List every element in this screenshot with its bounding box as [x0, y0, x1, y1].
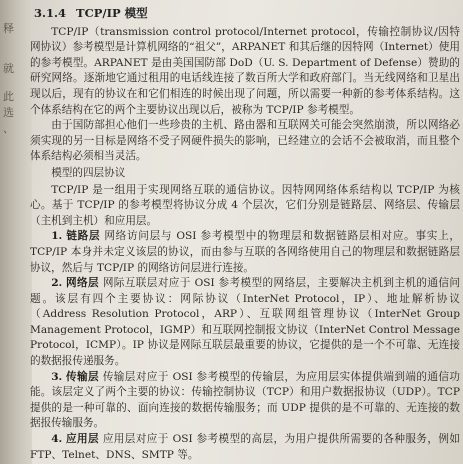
layer-text: 传输层对应于 OSI 参考模型的传输层，为应用层实体提供端到端的通信功能。该层定义了两个主要的协议：传输控制协议（TCP）和用户数据报协议（UDP）。TCP 提供的是一种可靠的、面向连接的数据传输服务；而 UDP 提供的是不可靠的、无连接的数据报传输服务。 — [30, 370, 461, 430]
paragraph: 由于国防部担心他们一些珍贵的主机、路由器和互联网关可能会突然崩溃，所以网络必须实现的另一目标是网络不受子网硬件损失的影响，已经建立的会话不会被取消，而且整个体系结构必须相当灵活。 — [30, 119, 460, 163]
gutter-char: 、 — [3, 122, 14, 135]
layer-item-link — [30, 229, 460, 276]
gutter-char: 选 — [3, 106, 14, 119]
layer-number: 3. — [51, 370, 63, 383]
section-title: TCP/IP 模型 — [76, 6, 148, 20]
gutter-char: 就 — [3, 62, 14, 75]
layer-number: 1. — [51, 230, 63, 243]
left-page-gutter — [0, 0, 32, 464]
layer-item-application — [30, 432, 460, 463]
intro-paragraph: TCP/IP 是一组用于实现网络互联的通信协议。因特网网络体系结构以 TCP/IP 为核心。基于 TCP/IP 的参考模型将协议分成 4 个层次，它们分别是链路层、网络层、传输层（主机到主机）和应用层。 — [30, 183, 460, 227]
layer-text: 网络访问层与 OSI 参考模型中的物理层和数据链路层相对应。事实上，TCP/IP 本身并未定义该层的协议，而由参与互联的各网络使用自己的物理层和数据链路层协议，然后与 TCP/IP 的网络访问层进行连接。 — [30, 230, 461, 274]
subheading: 模型的四层协议 — [51, 166, 126, 179]
layer-name: 网络层 — [66, 277, 100, 290]
gutter-char: 释 — [3, 22, 14, 35]
layer-item-network — [30, 276, 460, 370]
layer-number: 2. — [51, 277, 63, 290]
section-number: 3.1.4 — [34, 6, 67, 20]
gutter-char: 此 — [3, 90, 14, 103]
paragraph: TCP/IP（transmission control protocol/Internet protocol，传输控制协议/因特网协议）参考模型是计算机网络的“祖父”，ARPANET 和其后继的因特网（Internet）使用的参考模型。ARPANET 是由美国国防部 DoD（U. S. Department of Defense）赞助的研究网络。逐渐地它通过租用的电话线连接了数百所大学和政府部门。当无线网络和卫星出现以后，现有的协议在和它们相连的时候出现了问题，所以需要一种新的参考体系结构。这个体系结构在它的两个主要协议出现以后，被称为 TCP/IP 参考模型。 — [30, 25, 460, 116]
layer-name: 链路层 — [66, 230, 101, 243]
layer-name: 传输层 — [66, 370, 100, 383]
layer-item-transport — [30, 370, 460, 432]
layer-text: 应用层对应于 OSI 参考模型的高层，为用户提供所需要的各种服务，例如 FTP、Telnet、DNS、SMTP 等。 — [30, 433, 461, 461]
layer-number: 4. — [51, 433, 63, 446]
layer-name: 应用层 — [66, 433, 100, 446]
text-content — [30, 4, 460, 463]
section-heading — [34, 6, 460, 22]
layer-text: 网际互联层对应于 OSI 参考模型的网络层，主要解决主机到主机的通信问题。该层有四个主要协议：网际协议（InterNet Protocol，IP）、地址解析协议（Address Resolution Protocol，ARP）、互联网组管理协议（InterNet Group Management Protocol，IGMP）和互联网控制报文协议（InterNet Control Message Protocol，ICMP）。IP 协议是网际互联层最重要的协议，它提供的是一个不可靠、无连接的数据报传递服务。 — [30, 277, 461, 368]
